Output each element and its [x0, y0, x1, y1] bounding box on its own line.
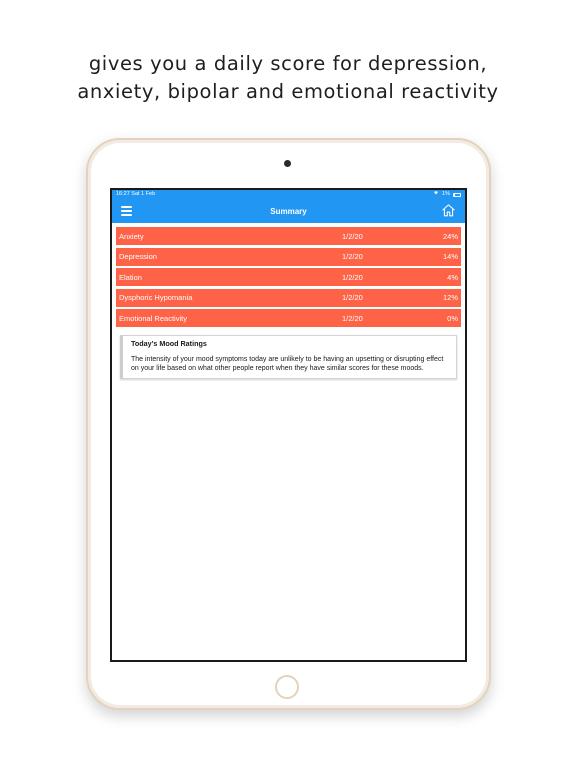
score-name: Anxiety — [119, 231, 144, 241]
wifi-icon — [433, 190, 439, 199]
card-body: The intensity of your mood symptoms today are unlikely to be having an upsetting or disrupting effect on your life based on what other people report when they have similar scores for these moods. — [131, 356, 444, 372]
score-name: Elation — [119, 272, 142, 282]
battery-percent: 1% — [442, 191, 450, 197]
camera-icon — [284, 160, 291, 167]
score-percent: 4% — [447, 272, 458, 282]
caption-line-2: anxiety, bipolar and emotional reactivity — [77, 80, 499, 103]
score-row-anxiety[interactable] — [116, 227, 461, 245]
score-percent: 12% — [442, 293, 458, 303]
score-name: Depression — [119, 252, 157, 262]
device-home-button[interactable] — [275, 675, 299, 699]
nav-title: Summary — [270, 206, 307, 216]
score-name: Dysphoric Hypomania — [119, 293, 193, 303]
marketing-caption — [0, 50, 576, 106]
score-date: 1/2/20 — [342, 231, 363, 241]
score-date: 1/2/20 — [342, 293, 363, 303]
score-percent: 24% — [442, 231, 458, 241]
score-date: 1/2/20 — [342, 252, 363, 262]
status-left — [116, 190, 155, 199]
nav-bar — [112, 199, 465, 223]
score-date: 1/2/20 — [342, 272, 363, 282]
caption-line-1: gives you a daily score for depression, — [88, 52, 488, 75]
score-row-elation[interactable] — [116, 268, 461, 286]
home-icon[interactable] — [441, 203, 456, 218]
card-title: Today's Mood Ratings — [131, 339, 207, 349]
status-date: Sat 1 Feb — [131, 191, 156, 197]
score-percent: 0% — [447, 313, 458, 323]
score-list — [112, 223, 465, 327]
score-row-depression[interactable] — [116, 248, 461, 266]
battery-icon — [453, 193, 461, 197]
status-time: 16:27 — [116, 191, 130, 197]
score-name: Emotional Reactivity — [119, 313, 187, 323]
menu-icon[interactable] — [121, 206, 132, 216]
score-percent: 14% — [442, 252, 458, 262]
app-screen — [110, 188, 467, 662]
score-row-dysphoric-hypomania[interactable] — [116, 289, 461, 307]
mood-ratings-card — [120, 335, 457, 378]
score-date: 1/2/20 — [342, 313, 363, 323]
status-bar — [112, 190, 465, 199]
status-right — [433, 190, 461, 199]
score-row-emotional-reactivity[interactable] — [116, 309, 461, 327]
